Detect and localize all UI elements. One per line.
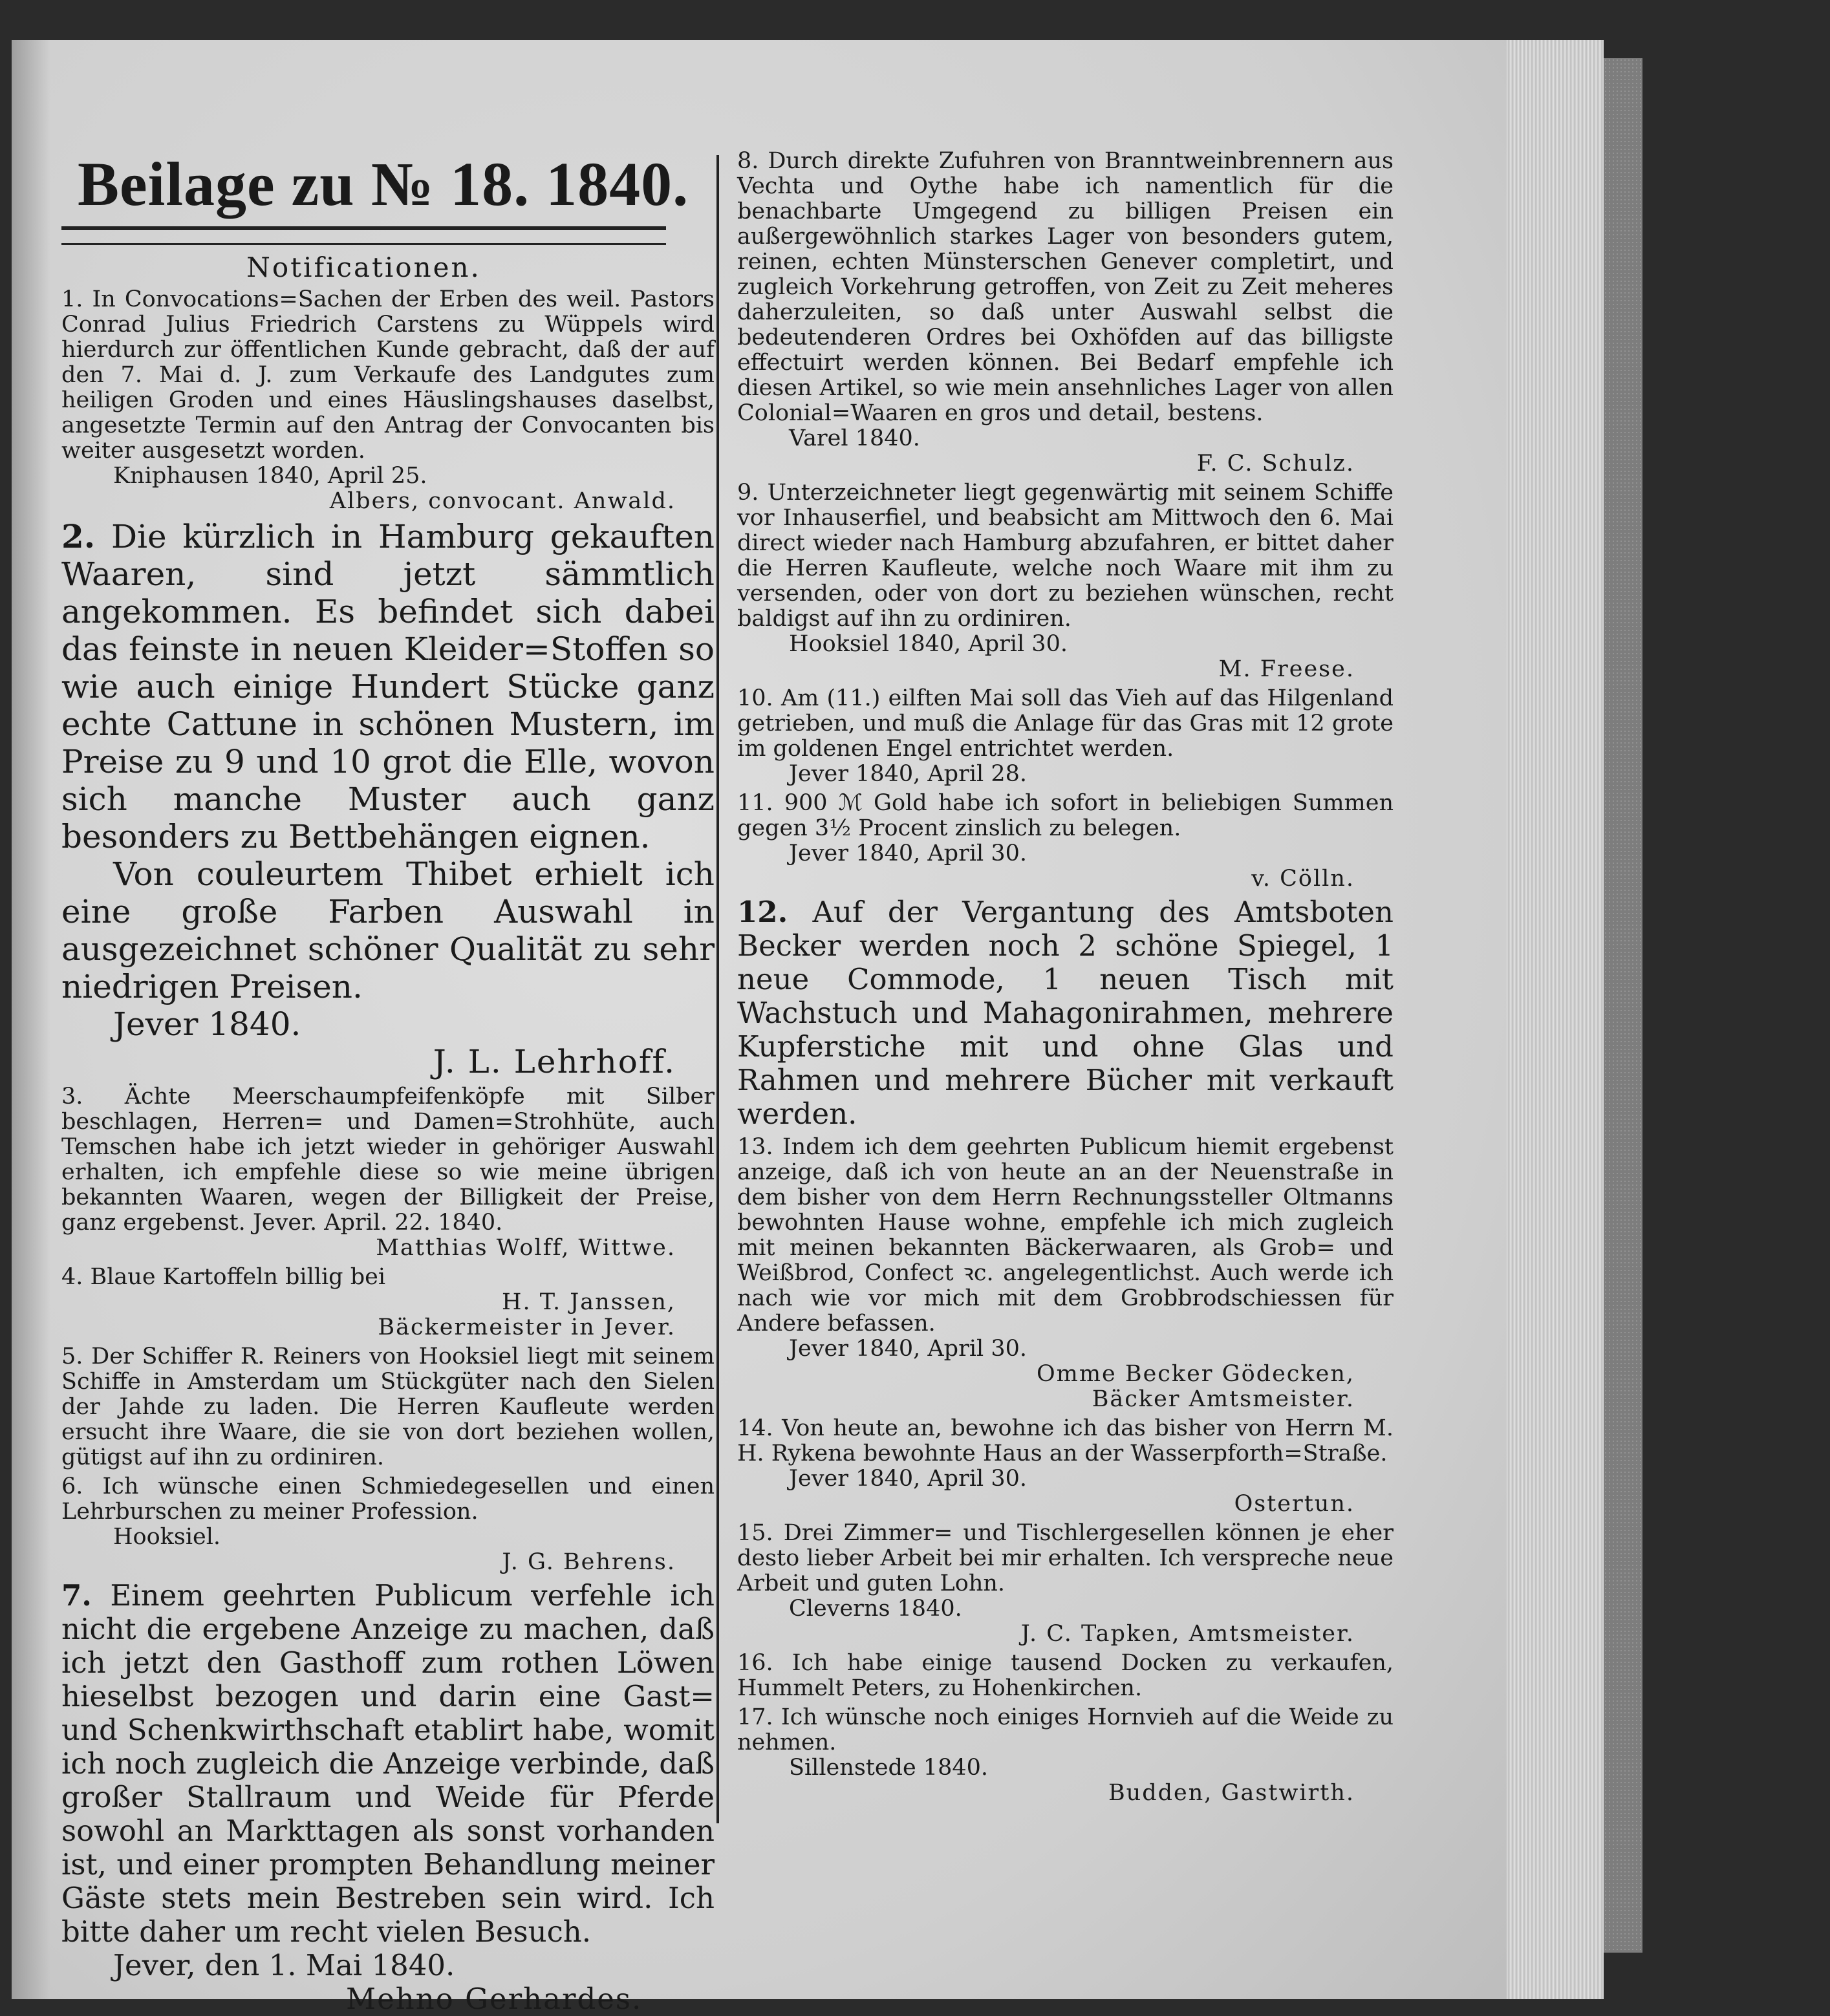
notice-text: 9. Unterzeichneter liegt gegenwärtig mit seinem Schiffe vor Inhauserfiel, und beabsicht am Mittwoch den 6. Mai direct wieder nach Hamburg abzufahren, er bittet daher die Herren Kaufleute, welche noch Waare mit ihm zu versenden, oder von dort zu beziehen wünschen, recht baldigst auf ihn zu ordiniren. bbox=[737, 480, 1394, 632]
notice-signature: J. C. Tapken, Amtsmeister. bbox=[1020, 1621, 1355, 1647]
notice-14 bbox=[737, 1416, 1394, 1517]
notice-date: Jever, den 1. Mai 1840. bbox=[113, 1948, 455, 1982]
notice-13 bbox=[737, 1135, 1394, 1412]
notice-6 bbox=[61, 1474, 715, 1575]
notice-text: 15. Drei Zimmer= und Tischlergesellen können je eher desto lieber Arbeit bei mir erhalten. Ich verspreche neue Arbeit und guten Lohn. bbox=[737, 1520, 1394, 1596]
notice-1 bbox=[61, 287, 715, 514]
notice-signature: Albers, convocant. Anwald. bbox=[329, 488, 676, 514]
notice-text: Einem geehrten Publicum verfehle ich nicht die ergebene Anzeige zu machen, daß ich jetzt den Gasthoff zum rothen Löwen hieselbst bezogen und darin eine Gast= und Schenkwirthschaft etablirt habe, womit ich noch zugleich die Anzeige verbinde, daß großer Stallraum und Weide für Pferde sowohl an Markttagen als sonst vorhanden ist, und einer prompten Behandlung meiner Gäste stets mein Bestreben sein wird. Ich bitte daher um recht vielen Besuch. bbox=[61, 1578, 715, 1949]
column-rule bbox=[716, 155, 719, 1823]
notice-date: Jever 1840, April 30. bbox=[789, 1336, 1027, 1362]
notice-text: 17. Ich wünsche noch einiges Hornvieh auf die Weide zu nehmen. bbox=[737, 1704, 1394, 1755]
notice-signature: Mehno Gerhardes. bbox=[346, 1982, 643, 2016]
notice-signature: v. Cölln. bbox=[1251, 866, 1355, 892]
notice-text: 3. Ächte Meerschaumpfeifenköpfe mit Silber beschlagen, Herren= und Damen=Strohhüte, auch Temschen habe ich jetzt wieder in gehöriger Auswahl erhalten, ich empfehle diese so wie meine übrigen bekannten Waaren, wegen der Billigkeit der Preise, ganz ergebenst. Jever. April. 22. 1840. bbox=[61, 1084, 715, 1236]
left-column bbox=[61, 149, 715, 2016]
notice-date: Varel 1840. bbox=[789, 425, 920, 451]
notice-signature: J. G. Behrens. bbox=[502, 1549, 676, 1575]
notice-text: 5. Der Schiffer R. Reiners von Hooksiel liegt mit seinem Schiffe in Amsterdam um Stückgüter nach den Sielen der Jahde zu laden. Die Herren Kaufleute werden ersucht ihre Waare, die sie von dort beziehen wollen, gütigst auf ihn zu ordiniren. bbox=[61, 1344, 715, 1470]
notice-text: 10. Am (11.) eilften Mai soll das Vieh auf das Hilgenland getrieben, und muß die Anlage für das Gras mit 12 grote im goldenen Engel entrichtet werden. bbox=[737, 685, 1394, 762]
notice-signature: Budden, Gastwirth. bbox=[1108, 1780, 1355, 1806]
notice-17 bbox=[737, 1705, 1394, 1806]
notice-15 bbox=[737, 1521, 1394, 1647]
notice-5 bbox=[61, 1344, 715, 1470]
title-rule bbox=[61, 226, 666, 245]
notice-11 bbox=[737, 791, 1394, 892]
page-title: Beilage zu № 18. 1840. bbox=[78, 149, 689, 219]
notice-date: Hooksiel 1840, April 30. bbox=[789, 631, 1068, 657]
notice-signature-2: Bäckermeister in Jever. bbox=[378, 1314, 676, 1340]
notice-date: Cleverns 1840. bbox=[789, 1596, 962, 1622]
notice-signature: Matthias Wolff, Wittwe. bbox=[376, 1235, 676, 1261]
notice-text: 14. Von heute an, bewohne ich das bisher von Herrn M. H. Rykena bewohnte Haus an der Wasserpforth=Straße. bbox=[737, 1415, 1394, 1466]
notice-signature: Omme Becker Gödecken, bbox=[1036, 1361, 1355, 1387]
notice-text: 11. 900 ℳ Gold habe ich sofort in beliebigen Summen gegen 3½ Procent zinslich zu belegen. bbox=[737, 790, 1394, 841]
notice-text: 4. Blaue Kartoffeln billig bei bbox=[61, 1264, 386, 1290]
notice-text: 13. Indem ich dem geehrten Publicum hiemit ergebenst anzeige, daß ich von heute an an der Neuenstraße in dem bisher von dem Herrn Rechnungssteller Oltmanns bewohnten Hause wohne, empfehle ich mich zugleich mit meinen bekannten Bäckerwaaren, als Grob= und Weißbrod, Confect ꝛc. angelegentlichst. Auch werde ich nach wie vor mich mit dem Grobbrodschiessen für Andere befassen. bbox=[737, 1134, 1394, 1336]
notice-16 bbox=[737, 1651, 1394, 1701]
book-cover-edge bbox=[1604, 58, 1642, 1953]
notice-8 bbox=[737, 149, 1394, 477]
notice-signature: M. Freese. bbox=[1218, 656, 1355, 682]
notice-3 bbox=[61, 1084, 715, 1261]
notice-date: Hooksiel. bbox=[113, 1524, 221, 1550]
notice-date: Jever 1840, April 30. bbox=[789, 1466, 1027, 1492]
notice-date: Jever 1840, April 30. bbox=[789, 841, 1027, 866]
notice-text: Auf der Vergantung des Amtsboten Becker werden noch 2 schöne Spiegel, 1 neue Commode, 1 neuen Tisch mit Wachstuch und Mahagonirahmen, mehrere Kupferstiche mit und ohne Glas und Rahmen und mehrere Bücher mit verkauft werden. bbox=[737, 895, 1394, 1131]
notice-signature-2: Bäcker Amtsmeister. bbox=[1092, 1386, 1355, 1412]
page-gutter-shadow bbox=[12, 40, 50, 1999]
notice-signature: F. C. Schulz. bbox=[1196, 451, 1355, 477]
notice-signature: H. T. Janssen, bbox=[502, 1289, 676, 1315]
notice-date: Kniphausen 1840, April 25. bbox=[113, 463, 427, 489]
notice-text-2: Von couleurtem Thibet erhielt ich eine große Farben Auswahl in ausgezeichnet schöner Qualität zu sehr niedrigen Preisen. bbox=[61, 855, 715, 1005]
notice-10 bbox=[737, 686, 1394, 787]
right-column bbox=[737, 149, 1394, 1806]
section-heading: Notificationen. bbox=[246, 252, 481, 283]
notice-7 bbox=[61, 1579, 715, 2016]
notice-signature: J. L. Lehrhoff. bbox=[433, 1043, 676, 1080]
notice-number: 7. bbox=[61, 1578, 92, 1613]
notice-date: Sillenstede 1840. bbox=[789, 1755, 988, 1781]
notice-text: 8. Durch direkte Zufuhren von Branntweinbrennern aus Vechta und Oythe habe ich namentlich für die benachbarte Umgegend zu billigen Preisen ein außergewöhnlich starkes Lager von besonders gutem, reinen, echten Münsterschen Genever completirt, und zugleich Vorkehrung getroffen, von Zeit zu Zeit meheres daherzuleiten, so daß unter Auswahl selbst die bedeutenderen Ordres bei Oxhöfden auf das billigste effectuirt werden können. Bei Bedarf empfehle ich diesen Artikel, so wie mein ansehnliches Lager von allen Colonial=Waaren en gros und detail, bestens. bbox=[737, 148, 1394, 426]
notice-4 bbox=[61, 1265, 715, 1340]
notice-text: 1. In Convocations=Sachen der Erben des weil. Pastors Conrad Julius Friedrich Carstens zu Wüppels wird hierdurch zur öffentlichen Kunde gebracht, daß der auf den 7. Mai d. J. zum Verkaufe des Landgutes zum heiligen Groden und eines Häuslingshauses daselbst, angesetzte Termin auf den Antrag der Convocanten bis weiter ausgesetzt worden. bbox=[61, 286, 715, 464]
notice-2 bbox=[61, 518, 715, 1080]
notice-date: Jever 1840, April 28. bbox=[789, 761, 1027, 787]
notice-text: Die kürzlich in Hamburg gekauften Waaren, sind jetzt sämmtlich angekommen. Es befindet sich dabei das feinste in neuen Kleider=Stoffen so wie auch einige Hundert Stücke ganz echte Cattune in schönen Mustern, im Preise zu 9 und 10 grot die Elle, wovon sich manche Muster auch ganz besonders zu Bettbehängen eignen. bbox=[61, 518, 715, 855]
notice-signature: Ostertun. bbox=[1234, 1491, 1355, 1517]
notice-number: 2. bbox=[61, 517, 96, 555]
notice-12 bbox=[737, 895, 1394, 1131]
notice-text: 6. Ich wünsche einen Schmiedegesellen und einen Lehrburschen zu meiner Profession. bbox=[61, 1474, 715, 1525]
book-page-edges bbox=[1507, 40, 1604, 1999]
notice-9 bbox=[737, 480, 1394, 682]
notice-number: 12. bbox=[737, 895, 788, 929]
notice-text: 16. Ich habe einige tausend Docken zu verkaufen, Hummelt Peters, zu Hohenkirchen. bbox=[737, 1650, 1394, 1701]
notice-date: Jever 1840. bbox=[113, 1005, 301, 1043]
